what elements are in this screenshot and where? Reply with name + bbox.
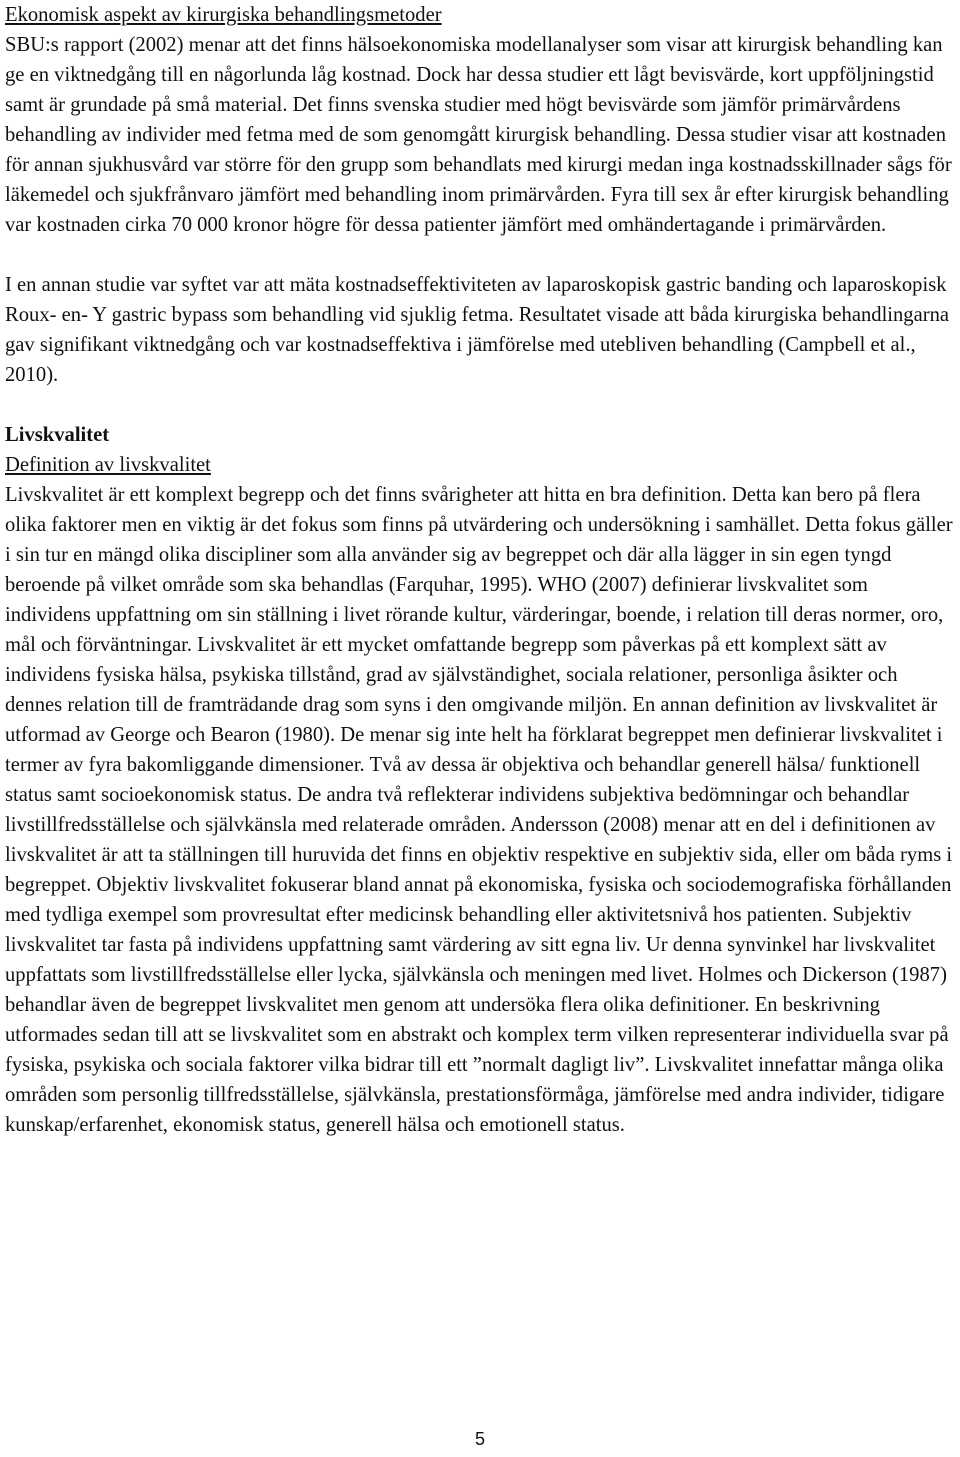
section-heading-economic: Ekonomisk aspekt av kirurgiska behandlingsmetoder [5,4,442,26]
paragraph-sbu-report: SBU:s rapport (2002) menar att det finns hälsoekonomiska modellanalyser som visar att kirurgisk behandling kan ge en viktnedgång till en någorlunda låg kostnad. Dock har dessa studier ett lågt bevisvärde, kort uppföljningstid samt är grundade på små material. Det finns svenska studier med högt bevisvärde som jämför primärvårdens behandling av individer med fetma med de som genomgått kirurgisk behandling. Dessa studier visar att kostnaden för annan sjukhusvård var större för den grupp som behandlats med kirurgi medan inga kostnadsskillnader sågs för läkemedel och sjukfrånvaro jämfört med behandling inom primärvården. Fyra till sex år efter kirurgisk behandling var kostnaden cirka 70 000 kronor högre för dessa patienter jämfört med omhändertagande i primärvården. [5,34,952,236]
section-heading-livskvalitet: Livskvalitet [5,424,110,446]
document-page [5,0,955,1140]
paragraph-cost-effectiveness: I en annan studie var syftet var att mäta kostnadseffektiviteten av laparoskopisk gastric banding och laparoskopisk Roux- en- Y gastric bypass som behandling vid sjuklig fetma. Resultatet visade att båda kirurgiska behandlingarna gav signifikant viktnedgång och var kostnadseffektiva i jämförelse med utebliven behandling (Campbell et al., 2010). [5,274,950,386]
subheading-definition: Definition av livskvalitet [5,454,211,476]
paragraph-definition: Livskvalitet är ett komplext begrepp och det finns svårigheter att hitta en bra definition. Detta kan bero på flera olika faktorer men en viktig är det fokus som finns på utvärdering och undersökning i samhället. Detta fokus gäller i sin tur en mängd olika discipliner som alla använder sig av begreppet och där alla lägger in sin egen tyngd beroende på vilket område som ska behandlas (Farquhar, 1995). WHO (2007) definierar livskvalitet som individens uppfattning om sin ställning i livet rörande kultur, värderingar, boende, i relation till deras normer, oro, mål och förväntningar. Livskvalitet är ett mycket omfattande begrepp som påverkas på ett komplext sätt av individens fysiska hälsa, psykiska tillstånd, grad av självständighet, sociala relationer, personliga åsikter och dennes relation till de framträdande drag som syns i den omgivande miljön. En annan definition av livskvalitet är utformad av George och Bearon (1980). De menar sig inte helt ha förklarat begreppet men definierar livskvalitet i termer av fyra bakomliggande dimensioner. Två av dessa är objektiva och behandlar generell hälsa/ funktionell status samt socioekonomisk status. De andra två reflekterar individens subjektiva bedömningar och behandlar livstillfredsställelse och självkänsla med relaterade områden. Andersson (2008) menar att en del i definitionen av livskvalitet är att ta ställningen till huruvida det finns en objektiv respektive en subjektiv sida, eller om båda ryms i begreppet. Objektiv livskvalitet fokuserar bland annat på ekonomiska, fysiska och sociodemografiska förhållanden med tydliga exempel som provresultat efter medicinsk behandling eller aktivitetsnivå hos patienten. Subjektiv livskvalitet tar fasta på individens uppfattning samt värdering av sitt egna liv. Ur denna synvinkel har livskvalitet uppfattats som livstillfredsställelse eller lycka, självkänsla och meningen med livet. Holmes och Dickerson (1987) behandlar även de begreppet livskvalitet men genom att undersöka flera olika definitioner. En beskrivning utformades sedan till att se livskvalitet som en abstrakt och komplex term vilken representerar individuella svar på fysiska, psykiska och sociala faktorer vilka bidrar till ett ”normalt dagligt liv”. Livskvalitet innefattar många olika områden som personlig tillfredsställelse, självkänsla, prestationsförmåga, jämförelse med andra individer, tidigare kunskap/erfarenhet, ekonomisk status, generell hälsa och emotionell status. [5,484,953,1136]
page-number: 5 [474,1429,485,1449]
